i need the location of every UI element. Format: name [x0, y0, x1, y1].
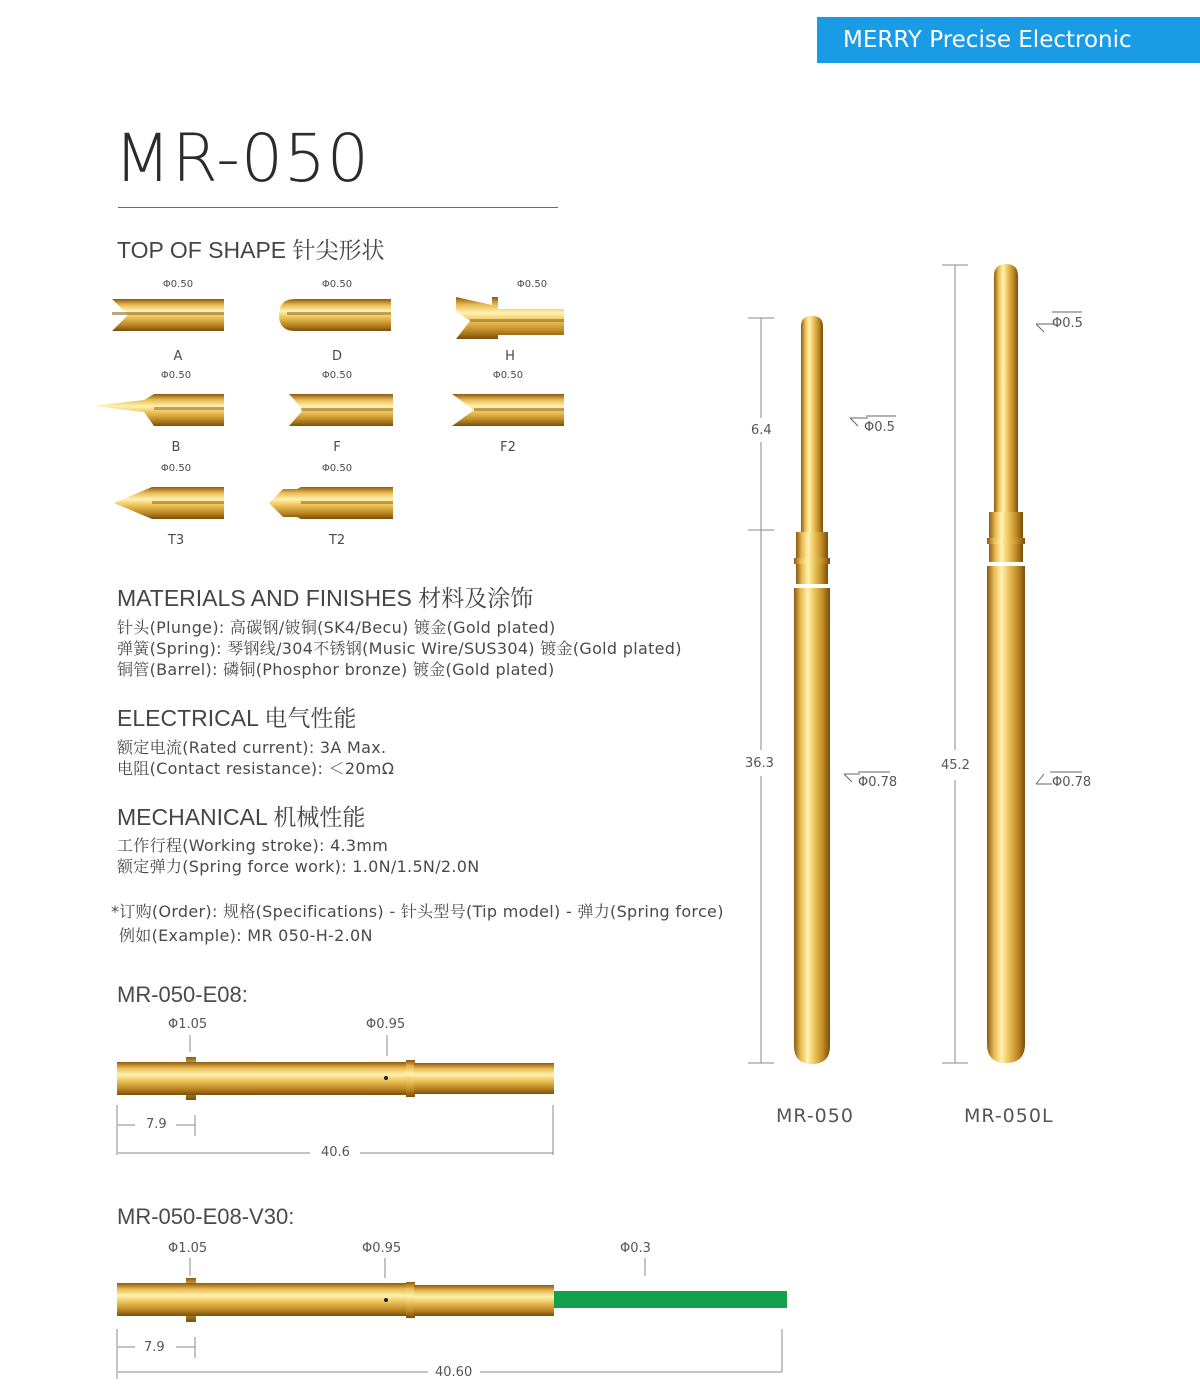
tips-heading: TOP OF SHAPE 针尖形状	[117, 237, 385, 263]
tip-h-label: H	[505, 349, 515, 364]
tip-h-drawing	[440, 295, 580, 341]
tip-t2-diameter: Φ0.50	[321, 463, 353, 474]
tip-d-drawing	[267, 295, 407, 335]
mr050l-name: MR-050L	[964, 1105, 1054, 1127]
tip-a-diameter: Φ0.50	[162, 279, 194, 290]
tip-d	[267, 279, 407, 365]
mr050l-len-total: 45.2	[941, 758, 970, 773]
e08-len-total: 40.6	[321, 1145, 350, 1160]
mr050-len-tip: 6.4	[751, 423, 772, 438]
tip-t2-drawing	[267, 479, 407, 519]
tip-b-label: B	[171, 440, 181, 455]
tip-d-diameter: Φ0.50	[321, 279, 353, 290]
mr050l-dia-tip: Φ0.5	[1052, 316, 1083, 331]
tip-b-diameter: Φ0.50	[160, 370, 192, 381]
e08-dia-left: Φ1.05	[168, 1017, 208, 1032]
mr050-len-total: 36.3	[745, 756, 774, 771]
tip-a-label: A	[173, 349, 183, 364]
mechanical-line-stroke: 工作行程(Working stroke): 4.3mm	[117, 836, 389, 855]
tip-a-drawing	[108, 295, 248, 335]
v30-dia-right: Φ0.95	[362, 1241, 402, 1256]
v30-len-short: 7.9	[144, 1340, 165, 1355]
tip-f-label: F	[333, 440, 341, 455]
brand-banner: MERRY Precise Electronic	[817, 17, 1200, 63]
tip-a	[108, 279, 248, 365]
tip-f-drawing	[267, 386, 407, 426]
electrical-line-current: 额定电流(Rated current): 3A Max.	[117, 738, 387, 757]
v30-dia-left: Φ1.05	[168, 1241, 208, 1256]
tip-t3-diameter: Φ0.50	[160, 463, 192, 474]
tip-t2-label: T2	[328, 533, 346, 548]
mr050-dia-tip: Φ0.5	[864, 420, 895, 435]
tip-f2-diameter: Φ0.50	[492, 370, 524, 381]
mechanical-heading: MECHANICAL 机械性能	[117, 804, 366, 830]
tip-t3	[106, 463, 246, 549]
materials-line-spring: 弹簧(Spring): 琴钢线/304不锈钢(Music Wire/SUS304) 镀金(Gold plated)	[117, 639, 682, 658]
v30-dia-wire: Φ0.3	[620, 1241, 651, 1256]
materials-line-plunger: 针头(Plunge): 高碳钢/铍铜(SK4/Becu) 镀金(Gold plated)	[117, 618, 556, 637]
mr050l-dia-body: Φ0.78	[1052, 775, 1092, 790]
v30-heading: MR-050-E08-V30:	[117, 1204, 295, 1229]
v30-len-total: 40.60	[435, 1365, 473, 1380]
mr050l-probe-drawing	[932, 250, 1112, 1080]
page-title: MR-050	[114, 120, 370, 197]
title-divider	[118, 207, 558, 208]
e08-len-short: 7.9	[146, 1117, 167, 1132]
tip-d-label: D	[331, 349, 342, 364]
tip-t3-label: T3	[167, 533, 185, 548]
tip-h-diameter: Φ0.50	[516, 279, 548, 290]
tip-f-diameter: Φ0.50	[321, 370, 353, 381]
tip-b	[92, 370, 232, 456]
materials-heading: MATERIALS AND FINISHES 材料及涂饰	[117, 585, 534, 611]
e08-heading: MR-050-E08:	[117, 982, 248, 1007]
electrical-line-resistance: 电阻(Contact resistance): ＜20mΩ	[117, 759, 395, 778]
tip-f2	[438, 370, 578, 456]
mechanical-line-force: 额定弹力(Spring force work): 1.0N/1.5N/2.0N	[117, 857, 480, 876]
v30-wire	[554, 1291, 787, 1308]
materials-line-barrel: 铜管(Barrel): 磷铜(Phosphor bronze) 镀金(Gold plated)	[117, 660, 555, 679]
order-format: *订购(Order): 规格(Specifications) - 针头型号(Tip model) - 弹力(Spring force)	[111, 902, 724, 921]
e08-dia-right: Φ0.95	[366, 1017, 406, 1032]
tip-f2-drawing	[438, 386, 578, 426]
tip-t2	[267, 463, 407, 549]
tip-t3-drawing	[106, 479, 246, 519]
tip-f2-label: F2	[500, 440, 516, 455]
electrical-heading: ELECTRICAL 电气性能	[117, 705, 357, 731]
mr050-name: MR-050	[776, 1105, 854, 1127]
tip-h	[440, 279, 580, 365]
mr050-probe-drawing	[740, 300, 920, 1080]
tip-b-drawing	[92, 386, 232, 426]
mr050-dia-body: Φ0.78	[858, 775, 898, 790]
tip-f	[267, 370, 407, 456]
order-example: 例如(Example): MR 050-H-2.0N	[119, 926, 373, 945]
